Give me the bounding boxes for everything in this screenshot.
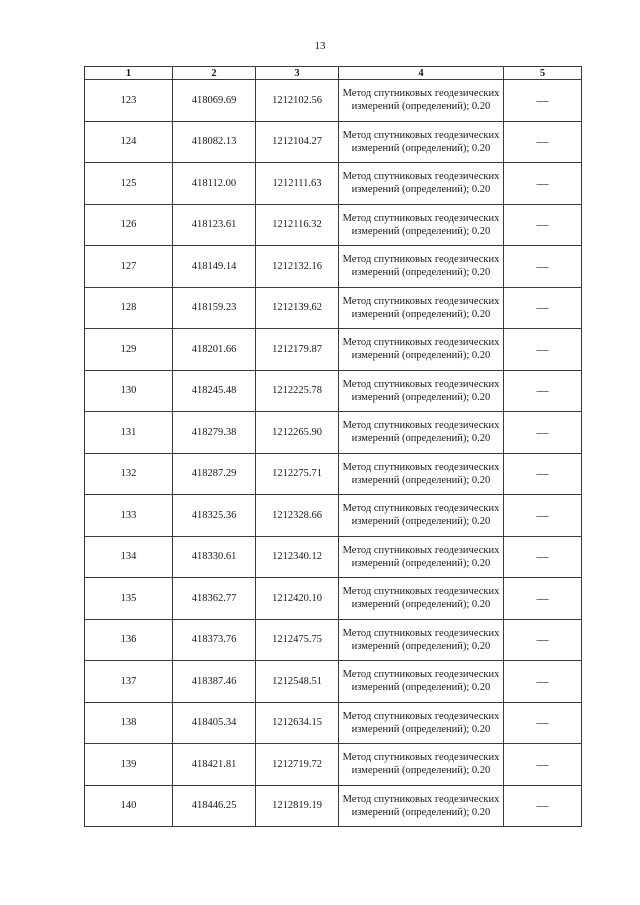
table-row — [85, 578, 582, 620]
note-cell: — — [504, 329, 582, 371]
method-cell: Метод спутниковых геодезических измерений (определений); 0.20 — [339, 204, 504, 246]
note-cell: — — [504, 744, 582, 786]
method-cell: Метод спутниковых геодезических измерений (определений); 0.20 — [339, 536, 504, 578]
table-row — [85, 453, 582, 495]
point-number-cell: 131 — [85, 412, 173, 454]
table-row — [85, 121, 582, 163]
x-coordinate-cell: 418159.23 — [173, 287, 256, 329]
y-coordinate-cell: 1212548.51 — [256, 661, 339, 703]
point-number-cell: 128 — [85, 287, 173, 329]
y-coordinate-cell: 1212225.78 — [256, 370, 339, 412]
point-number-cell: 129 — [85, 329, 173, 371]
method-cell: Метод спутниковых геодезических измерений (определений); 0.20 — [339, 412, 504, 454]
table-row — [85, 495, 582, 537]
method-cell: Метод спутниковых геодезических измерений (определений); 0.20 — [339, 246, 504, 288]
x-coordinate-cell: 418373.76 — [173, 619, 256, 661]
note-cell: — — [504, 661, 582, 703]
header-col-5: 5 — [504, 67, 582, 80]
note-cell: — — [504, 246, 582, 288]
note-cell: — — [504, 536, 582, 578]
note-cell: — — [504, 785, 582, 827]
table-row — [85, 80, 582, 122]
y-coordinate-cell: 1212819.19 — [256, 785, 339, 827]
point-number-cell: 126 — [85, 204, 173, 246]
note-cell: — — [504, 578, 582, 620]
note-cell: — — [504, 412, 582, 454]
x-coordinate-cell: 418330.61 — [173, 536, 256, 578]
point-number-cell: 140 — [85, 785, 173, 827]
method-cell: Метод спутниковых геодезических измерений (определений); 0.20 — [339, 163, 504, 205]
method-cell: Метод спутниковых геодезических измерений (определений); 0.20 — [339, 495, 504, 537]
point-number-cell: 133 — [85, 495, 173, 537]
x-coordinate-cell: 418123.61 — [173, 204, 256, 246]
y-coordinate-cell: 1212139.62 — [256, 287, 339, 329]
table-header-row — [85, 67, 582, 80]
method-cell: Метод спутниковых геодезических измерений (определений); 0.20 — [339, 744, 504, 786]
method-cell: Метод спутниковых геодезических измерений (определений); 0.20 — [339, 80, 504, 122]
note-cell: — — [504, 163, 582, 205]
x-coordinate-cell: 418201.66 — [173, 329, 256, 371]
y-coordinate-cell: 1212634.15 — [256, 702, 339, 744]
header-col-2: 2 — [173, 67, 256, 80]
x-coordinate-cell: 418112.00 — [173, 163, 256, 205]
table-row — [85, 619, 582, 661]
note-cell: — — [504, 619, 582, 661]
note-cell: — — [504, 287, 582, 329]
table-row — [85, 204, 582, 246]
note-cell: — — [504, 702, 582, 744]
point-number-cell: 124 — [85, 121, 173, 163]
x-coordinate-cell: 418362.77 — [173, 578, 256, 620]
x-coordinate-cell: 418387.46 — [173, 661, 256, 703]
header-col-4: 4 — [339, 67, 504, 80]
coordinates-table — [84, 66, 582, 827]
point-number-cell: 137 — [85, 661, 173, 703]
x-coordinate-cell: 418069.69 — [173, 80, 256, 122]
point-number-cell: 127 — [85, 246, 173, 288]
table-row — [85, 287, 582, 329]
y-coordinate-cell: 1212111.63 — [256, 163, 339, 205]
table-row — [85, 329, 582, 371]
point-number-cell: 130 — [85, 370, 173, 412]
y-coordinate-cell: 1212719.72 — [256, 744, 339, 786]
table-body — [85, 80, 582, 827]
y-coordinate-cell: 1212475.75 — [256, 619, 339, 661]
x-coordinate-cell: 418421.81 — [173, 744, 256, 786]
x-coordinate-cell: 418325.36 — [173, 495, 256, 537]
y-coordinate-cell: 1212102.56 — [256, 80, 339, 122]
method-cell: Метод спутниковых геодезических измерений (определений); 0.20 — [339, 121, 504, 163]
y-coordinate-cell: 1212340.12 — [256, 536, 339, 578]
y-coordinate-cell: 1212275.71 — [256, 453, 339, 495]
x-coordinate-cell: 418405.34 — [173, 702, 256, 744]
method-cell: Метод спутниковых геодезических измерений (определений); 0.20 — [339, 661, 504, 703]
y-coordinate-cell: 1212265.90 — [256, 412, 339, 454]
note-cell: — — [504, 204, 582, 246]
method-cell: Метод спутниковых геодезических измерений (определений); 0.20 — [339, 287, 504, 329]
point-number-cell: 123 — [85, 80, 173, 122]
x-coordinate-cell: 418287.29 — [173, 453, 256, 495]
table-row — [85, 785, 582, 827]
method-cell: Метод спутниковых геодезических измерений (определений); 0.20 — [339, 453, 504, 495]
point-number-cell: 136 — [85, 619, 173, 661]
method-cell: Метод спутниковых геодезических измерений (определений); 0.20 — [339, 619, 504, 661]
x-coordinate-cell: 418245.48 — [173, 370, 256, 412]
y-coordinate-cell: 1212420.10 — [256, 578, 339, 620]
point-number-cell: 134 — [85, 536, 173, 578]
table-row — [85, 536, 582, 578]
note-cell: — — [504, 370, 582, 412]
x-coordinate-cell: 418082.13 — [173, 121, 256, 163]
note-cell: — — [504, 495, 582, 537]
table-row — [85, 412, 582, 454]
y-coordinate-cell: 1212179.87 — [256, 329, 339, 371]
x-coordinate-cell: 418279.38 — [173, 412, 256, 454]
point-number-cell: 139 — [85, 744, 173, 786]
table-row — [85, 370, 582, 412]
x-coordinate-cell: 418446.25 — [173, 785, 256, 827]
table-row — [85, 246, 582, 288]
y-coordinate-cell: 1212116.32 — [256, 204, 339, 246]
table-row — [85, 163, 582, 205]
note-cell: — — [504, 121, 582, 163]
header-col-1: 1 — [85, 67, 173, 80]
table-row — [85, 702, 582, 744]
method-cell: Метод спутниковых геодезических измерений (определений); 0.20 — [339, 329, 504, 371]
table-row — [85, 744, 582, 786]
method-cell: Метод спутниковых геодезических измерений (определений); 0.20 — [339, 370, 504, 412]
page-number: 13 — [314, 40, 326, 52]
y-coordinate-cell: 1212328.66 — [256, 495, 339, 537]
note-cell: — — [504, 453, 582, 495]
method-cell: Метод спутниковых геодезических измерений (определений); 0.20 — [339, 702, 504, 744]
point-number-cell: 125 — [85, 163, 173, 205]
point-number-cell: 135 — [85, 578, 173, 620]
method-cell: Метод спутниковых геодезических измерений (определений); 0.20 — [339, 785, 504, 827]
x-coordinate-cell: 418149.14 — [173, 246, 256, 288]
table-row — [85, 661, 582, 703]
method-cell: Метод спутниковых геодезических измерений (определений); 0.20 — [339, 578, 504, 620]
header-col-3: 3 — [256, 67, 339, 80]
point-number-cell: 132 — [85, 453, 173, 495]
note-cell: — — [504, 80, 582, 122]
point-number-cell: 138 — [85, 702, 173, 744]
y-coordinate-cell: 1212132.16 — [256, 246, 339, 288]
y-coordinate-cell: 1212104.27 — [256, 121, 339, 163]
